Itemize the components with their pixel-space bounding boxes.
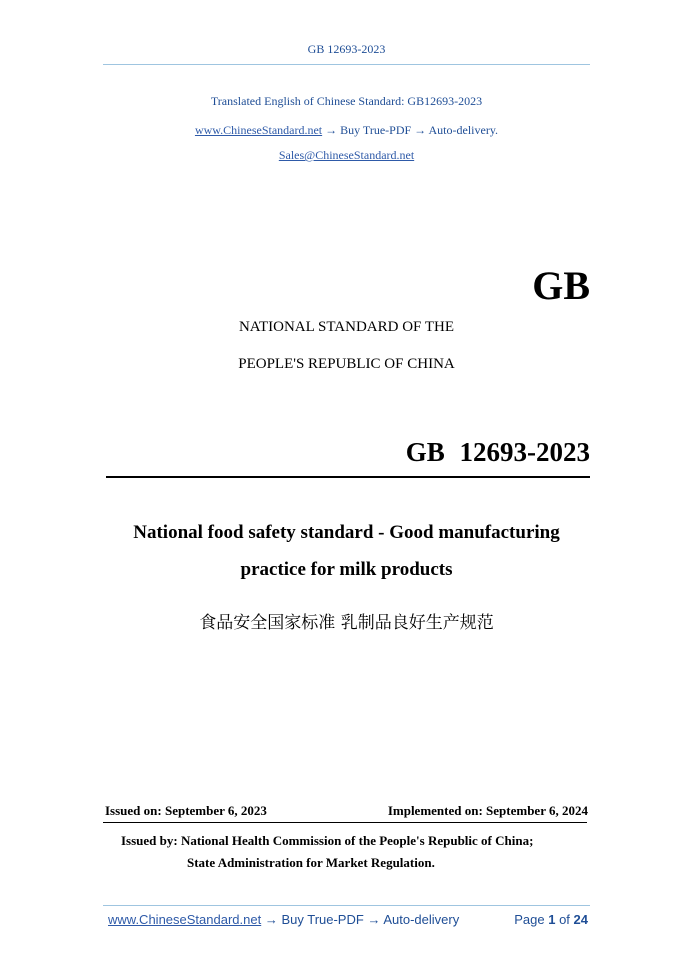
purchase-line	[0, 123, 693, 138]
standard-prefix: GB	[405, 437, 445, 467]
website-link[interactable]: www.ChineseStandard.net	[194, 123, 323, 137]
national-standard-line2: PEOPLE'S REPUBLIC OF CHINA	[238, 356, 455, 372]
document-title-line1: National food safety standard - Good manufacturing	[133, 522, 560, 543]
page-total: 24	[573, 912, 588, 927]
sales-email-link[interactable]: Sales@ChineseStandard.net	[278, 148, 415, 162]
page-label: Page	[514, 912, 545, 927]
title-divider	[106, 476, 590, 478]
buy-true-pdf-text: Buy True-PDF	[340, 123, 412, 137]
arrow-right-icon: →	[367, 912, 381, 927]
running-header: GB 12693-2023	[307, 42, 386, 56]
arrow-right-icon: →	[414, 123, 427, 137]
gb-logo: GB	[532, 263, 590, 308]
footer-buy-text: Buy True-PDF	[281, 912, 364, 927]
footer-divider	[103, 905, 590, 906]
page-of: of	[559, 912, 570, 927]
header-divider	[103, 64, 590, 65]
email-line	[0, 148, 693, 163]
national-standard-line1: NATIONAL STANDARD OF THE	[238, 319, 455, 335]
issued-on-date: Issued on: September 6, 2023	[105, 803, 267, 818]
issued-by-line2: State Administration for Market Regulation.	[187, 855, 435, 870]
footer-website-link[interactable]: www.ChineseStandard.net	[108, 912, 262, 927]
page-indicator	[488, 912, 588, 927]
standard-code: 12693-2023	[459, 437, 590, 467]
arrow-right-icon: →	[325, 123, 338, 137]
translation-notice: Translated English of Chinese Standard: GB12693-2023	[210, 94, 483, 108]
footer-delivery-text: Auto-delivery	[383, 912, 460, 927]
auto-delivery-text: Auto-delivery.	[428, 123, 499, 137]
arrow-right-icon: →	[264, 912, 278, 927]
issued-by-line1: Issued by: National Health Commission of the People's Republic of China;	[121, 833, 534, 848]
standard-number	[300, 437, 590, 468]
implemented-on-date: Implemented on: September 6, 2024	[387, 803, 588, 818]
footer-purchase-line	[108, 912, 459, 927]
chinese-title: 食品安全国家标准 乳制品良好生产规范	[199, 613, 494, 633]
document-title-line2: practice for milk products	[240, 559, 453, 580]
dates-divider	[103, 822, 587, 823]
page-current: 1	[548, 912, 556, 927]
